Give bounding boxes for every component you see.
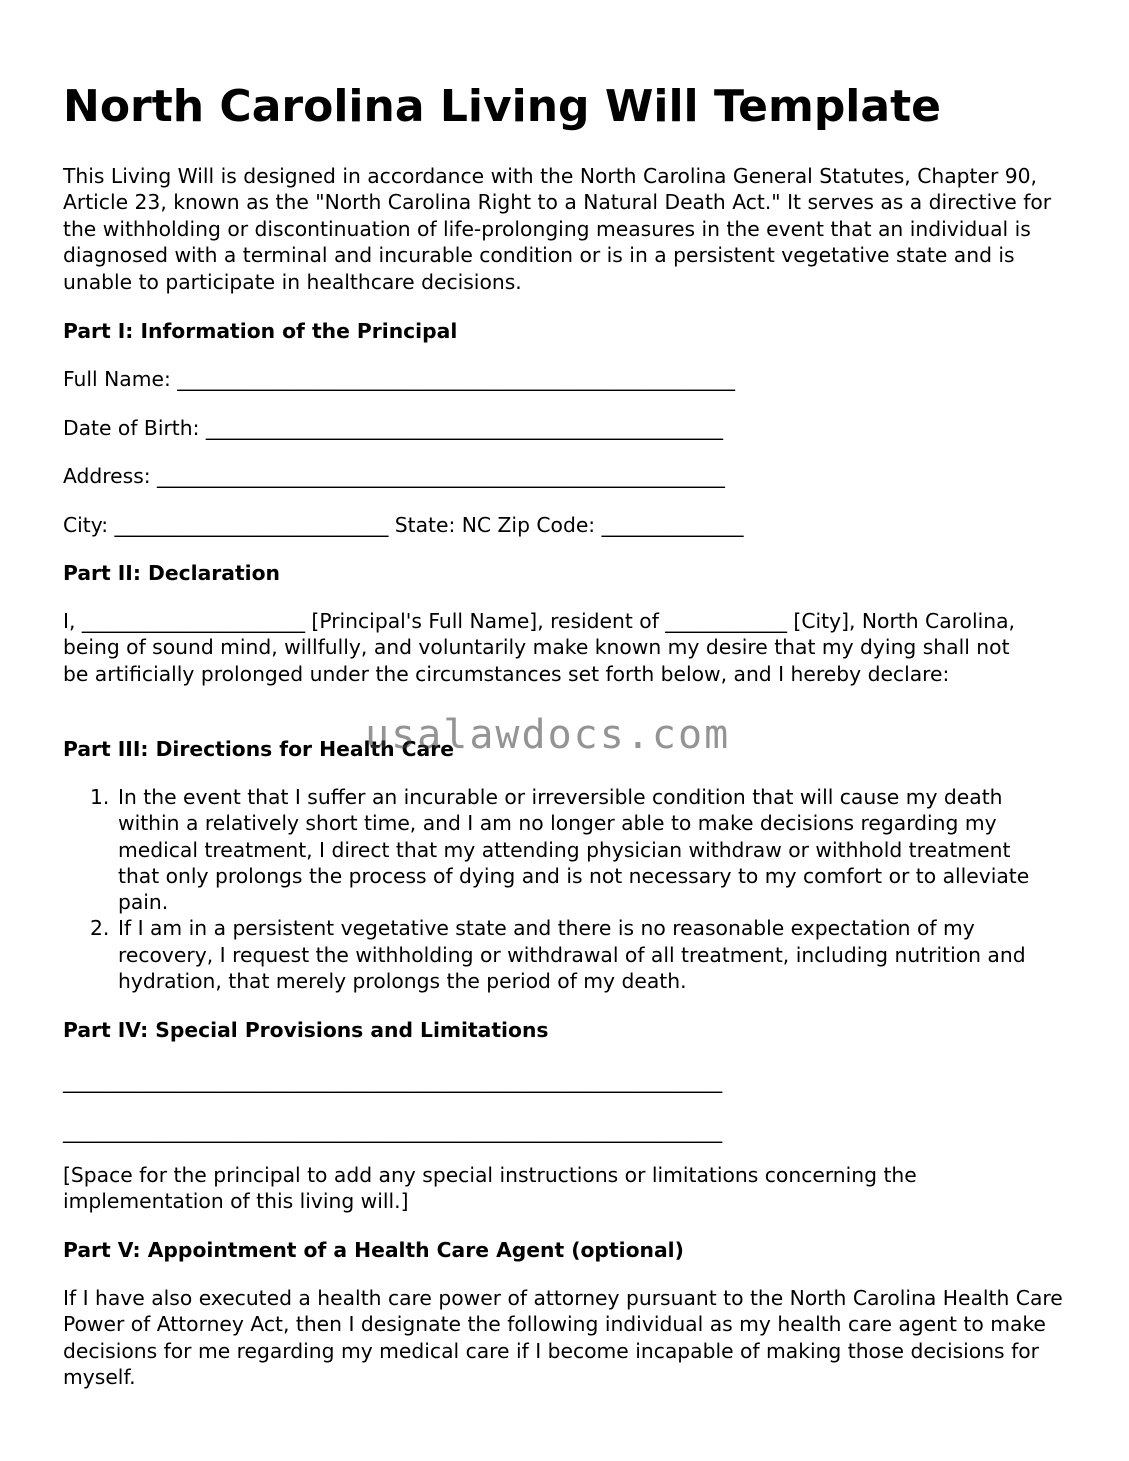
watermark: usalawdocs.com — [365, 712, 731, 758]
city-state-zip-field[interactable]: City: ___________________________ State: NC Zip Code: ______________ — [63, 513, 744, 537]
list-item-number: 1. — [90, 785, 110, 809]
list-item — [63, 915, 1058, 994]
full-name-field[interactable]: Full Name: _______________________________________________________ — [63, 367, 735, 391]
health-care-directions-list — [63, 784, 1058, 994]
intro-paragraph: This Living Will is designed in accordance with the North Carolina General Statutes, Chapter 90, Article 23, known as the "North Carolina Right to a Natural Death Act." It serves as a directive for the withholding or discontinuation of life-prolonging measures in the event that an individual is diagnosed with a terminal and incurable condition or is in a persistent vegetative state and is unable to participate in healthcare decisions. — [63, 164, 1052, 294]
list-item-text: If I am in a persistent vegetative state and there is no reasonable expectation of my recovery, I request the withholding or withdrawal of all treatment, including nutrition and hydration, that merely prolongs the period of my death. — [118, 916, 1026, 994]
list-item-text: In the event that I suffer an incurable or irreversible condition that will cause my death within a relatively short time, and I am no longer able to make decisions regarding my medical treatment, I direct that my attending physician withdraw or withhold treatment that only prolongs the process of dying and is not necessary to my comfort or to alleviate pain. — [118, 785, 1030, 915]
special-provisions-line-2[interactable]: _________________________________________________________________ — [63, 1119, 723, 1143]
address-field[interactable]: Address: ________________________________________________________ — [63, 464, 725, 488]
part3-heading: Part III: Directions for Health Care — [63, 737, 454, 761]
date-of-birth-field[interactable]: Date of Birth: ___________________________________________________ — [63, 416, 724, 440]
special-provisions-note: [Space for the principal to add any special instructions or limitations concerning the implementation of this living will.] — [63, 1163, 917, 1214]
part5-heading: Part V: Appointment of a Health Care Agent (optional) — [63, 1238, 684, 1262]
special-provisions-line-1[interactable]: _________________________________________________________________ — [63, 1069, 723, 1093]
list-item — [63, 784, 1058, 915]
declaration-paragraph: I, ______________________ [Principal's Full Name], resident of ____________ [City], North Carolina, being of sound mind, willfully, and voluntarily make known my desire that my dying shall not be artificially prolonged under the circumstances set forth below, and I hereby declare: — [63, 609, 1015, 686]
part2-heading: Part II: Declaration — [63, 561, 280, 585]
list-item-number: 2. — [90, 916, 110, 941]
part1-heading: Part I: Information of the Principal — [63, 319, 458, 343]
part4-heading: Part IV: Special Provisions and Limitations — [63, 1018, 549, 1042]
health-care-agent-paragraph: If I have also executed a health care power of attorney pursuant to the North Carolina Health Care Power of Attorney Act, then I designate the following individual as my health care agent to make decisions for me regarding my medical care if I become incapable of making those decisions for myself. — [63, 1286, 1063, 1390]
page-title: North Carolina Living Will Template — [63, 81, 941, 132]
